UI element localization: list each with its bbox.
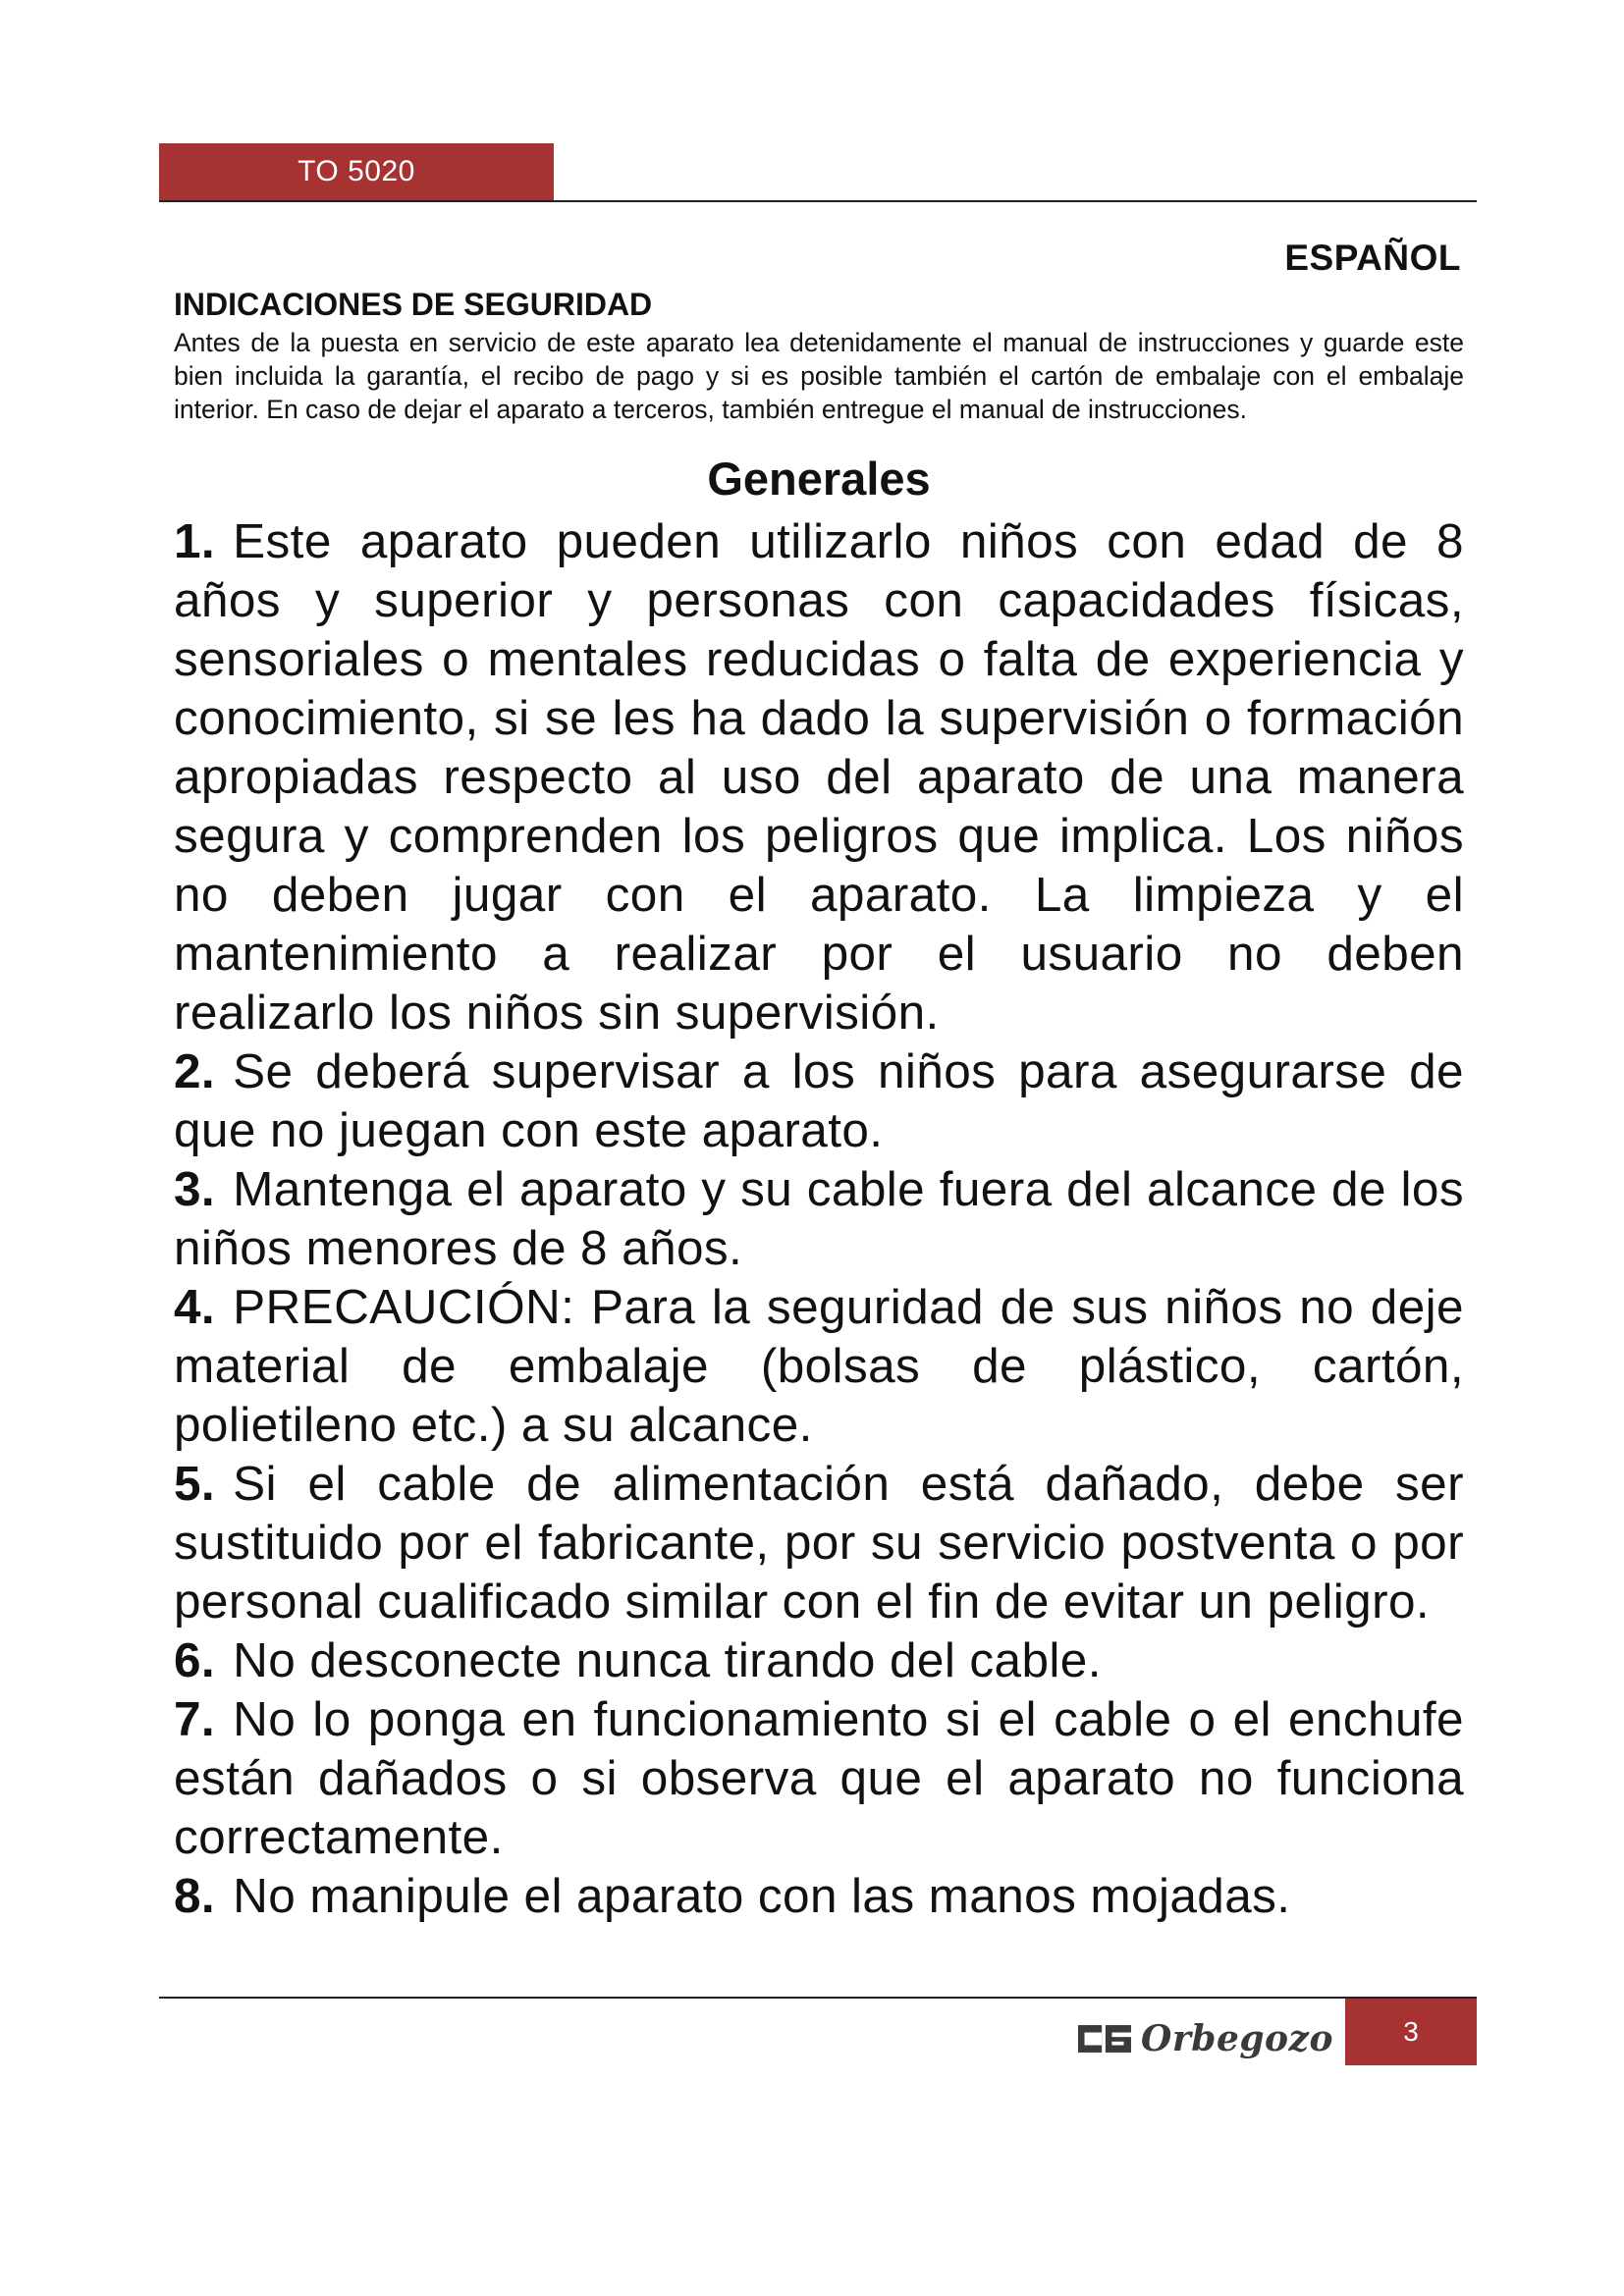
list-item	[174, 1631, 1464, 1690]
model-tab: TO 5020	[159, 143, 554, 200]
item-text: No desconecte nunca tirando del cable.	[233, 1633, 1102, 1687]
list-item	[174, 1455, 1464, 1631]
item-number: 1.	[174, 514, 216, 568]
item-text: No lo ponga en funcionamiento si el cable o el enchufe están dañados o si observa que el aparato no funciona correctamente.	[174, 1692, 1464, 1864]
header-divider	[159, 200, 1477, 202]
item-text: Mantenga el aparato y su cable fuera del alcance de los niños menores de 8 años.	[174, 1162, 1464, 1275]
list-item	[174, 1690, 1464, 1867]
language-label: ESPAÑOL	[1284, 238, 1461, 278]
item-number: 4.	[174, 1280, 216, 1334]
item-number: 8.	[174, 1869, 216, 1923]
list-item	[174, 1867, 1464, 1926]
item-number: 5.	[174, 1457, 216, 1511]
item-text: PRECAUCIÓN: Para la seguridad de sus niños no deje material de embalaje (bolsas de plástico, cartón, polietileno etc.) a su alcance.	[174, 1280, 1464, 1452]
footer-divider	[159, 1997, 1477, 1999]
list-item	[174, 512, 1464, 1042]
item-number: 7.	[174, 1692, 216, 1746]
item-text: Este aparato pueden utilizarlo niños con edad de 8 años y superior y personas con capacidades físicas, sensoriales o mentales reducidas o falta de experiencia y conocimiento, si se les ha dado la supervisión o formación apropiadas respecto al uso del aparato de una manera segura y comprenden los peligros que implica. Los niños no deben jugar con el aparato. La limpieza y el mantenimiento a realizar por el usuario no deben realizarlo los niños sin supervisión.	[174, 514, 1464, 1040]
list-item	[174, 1042, 1464, 1160]
brand-logo	[1078, 2012, 1333, 2065]
list-item	[174, 1160, 1464, 1278]
item-number: 3.	[174, 1162, 216, 1216]
safety-intro: Antes de la puesta en servicio de este aparato lea detenidamente el manual de instrucciones y guarde este bien incluida la garantía, el recibo de pago y si es posible también el cartón de embalaje con el embalaje interior. En caso de dejar el aparato a terceros, también entregue el manual de instrucciones.	[174, 328, 1464, 424]
item-text: Si el cable de alimentación está dañado, debe ser sustituido por el fabricante, por su servicio postventa o por personal cualificado similar con el fin de evitar un peligro.	[174, 1457, 1464, 1629]
item-text: Se deberá supervisar a los niños para asegurarse de que no juegan con este aparato.	[174, 1044, 1464, 1157]
safety-heading: INDICACIONES DE SEGURIDAD	[174, 287, 653, 322]
general-list	[174, 512, 1464, 1926]
general-heading: Generales	[707, 453, 931, 505]
item-number: 6.	[174, 1633, 216, 1687]
list-item	[174, 1278, 1464, 1455]
brand-name: Orbegozo	[1140, 2018, 1333, 2059]
item-number: 2.	[174, 1044, 216, 1098]
brand-mark-icon	[1078, 2022, 1131, 2056]
item-text: No manipule el aparato con las manos mojadas.	[233, 1869, 1291, 1923]
page-number: 3	[1345, 1999, 1477, 2065]
